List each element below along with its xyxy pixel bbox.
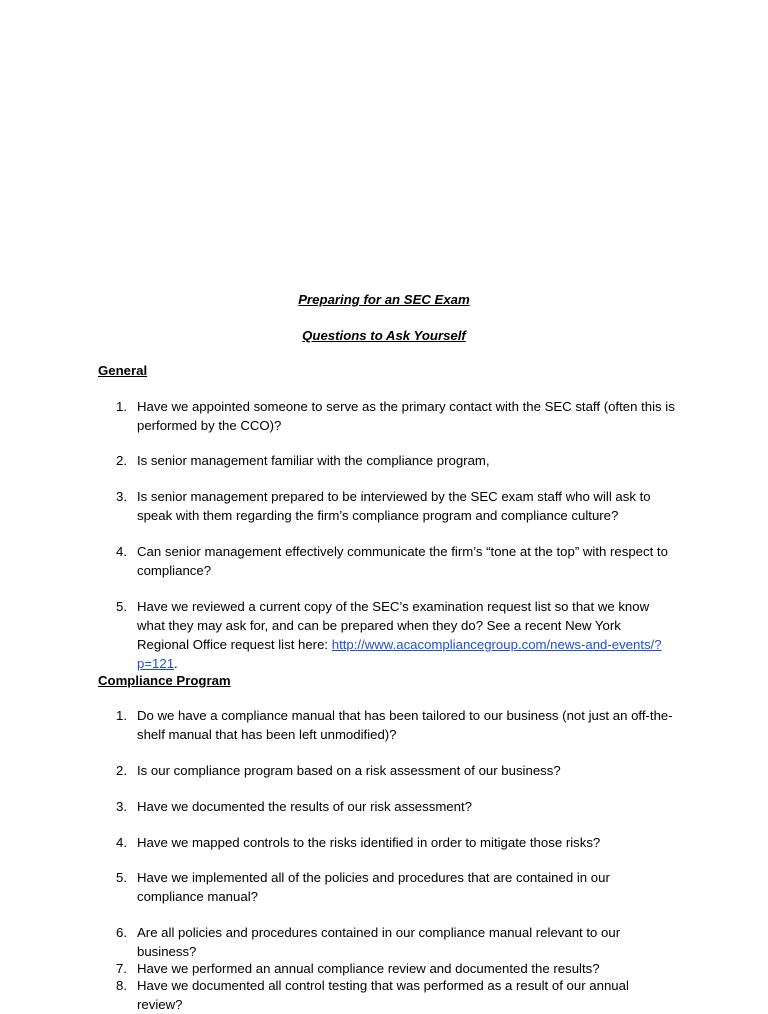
list-item [116, 797, 676, 816]
list-item-text: Have we appointed someone to serve as the primary contact with the SEC staff (often this is performed by the CCO)? [137, 399, 675, 433]
list-item-text-body: Have we reviewed a current copy of the SEC’s examination request list so that we know what they may ask for, and can be prepared when they do? See a recent New York Regional Office request list here: [137, 599, 650, 652]
list-item-number: 1. [116, 399, 127, 414]
list-item-text: Is senior management prepared to be interviewed by the SEC exam staff who will ask to speak with them regarding the firm’s compliance program and compliance culture? [137, 489, 651, 523]
list-item [116, 761, 676, 780]
list-item-text-end: . [174, 656, 178, 671]
list-item-number: 2. [116, 763, 127, 778]
list-item [116, 487, 676, 525]
list-item-text: Have we documented all control testing that was performed as a result of our annual review? [137, 978, 629, 1012]
list-item [116, 397, 676, 435]
list-item [116, 597, 676, 673]
list-item-text: Have we performed an annual compliance review and documented the results? [137, 961, 600, 976]
list-item [116, 451, 676, 470]
list-item-number: 3. [116, 489, 127, 504]
list-item-text: Is senior management familiar with the compliance program, [137, 453, 490, 468]
list-item [116, 923, 676, 961]
list-item-text: Have we mapped controls to the risks identified in order to mitigate those risks? [137, 835, 601, 850]
list-item-text: Are all policies and procedures contained in our compliance manual relevant to our business? [137, 925, 621, 959]
list-item-text: Have we documented the results of our risk assessment? [137, 799, 472, 814]
list-item [116, 833, 676, 852]
request-list-link[interactable]: http://www.acacompliancegroup.com/news-and-events/?p=121 [137, 637, 662, 671]
list-item-number: 6. [116, 925, 127, 940]
list-item-number: 5. [116, 599, 127, 614]
list-item [116, 706, 676, 744]
list-item-number: 1. [116, 708, 127, 723]
document-subtitle: Questions to Ask Yourself [302, 328, 466, 343]
section-heading-general: General [98, 363, 148, 378]
list-item-number: 8. [116, 978, 127, 993]
section-heading-compliance-program: Compliance Program [98, 673, 231, 688]
document-title: Preparing for an SEC Exam [298, 292, 470, 307]
list-item-number: 5. [116, 870, 127, 885]
list-item [116, 868, 676, 906]
list-item-number: 2. [116, 453, 127, 468]
list-item [116, 542, 676, 580]
list-item-number: 4. [116, 544, 127, 559]
list-item [116, 976, 676, 1014]
list-item-text: Is our compliance program based on a risk assessment of our business? [137, 763, 561, 778]
list-item-text: Can senior management effectively communicate the firm’s “tone at the top” with respect to compliance? [137, 544, 668, 578]
list-item-number: 3. [116, 799, 127, 814]
list-item-number: 4. [116, 835, 127, 850]
list-item-number: 7. [116, 961, 127, 976]
list-item-text [137, 597, 676, 673]
list-item-text: Have we implemented all of the policies and procedures that are contained in our compliance manual? [137, 870, 610, 904]
list-item-text: Do we have a compliance manual that has been tailored to our business (not just an off-the-shelf manual that has been left unmodified)? [137, 708, 673, 742]
